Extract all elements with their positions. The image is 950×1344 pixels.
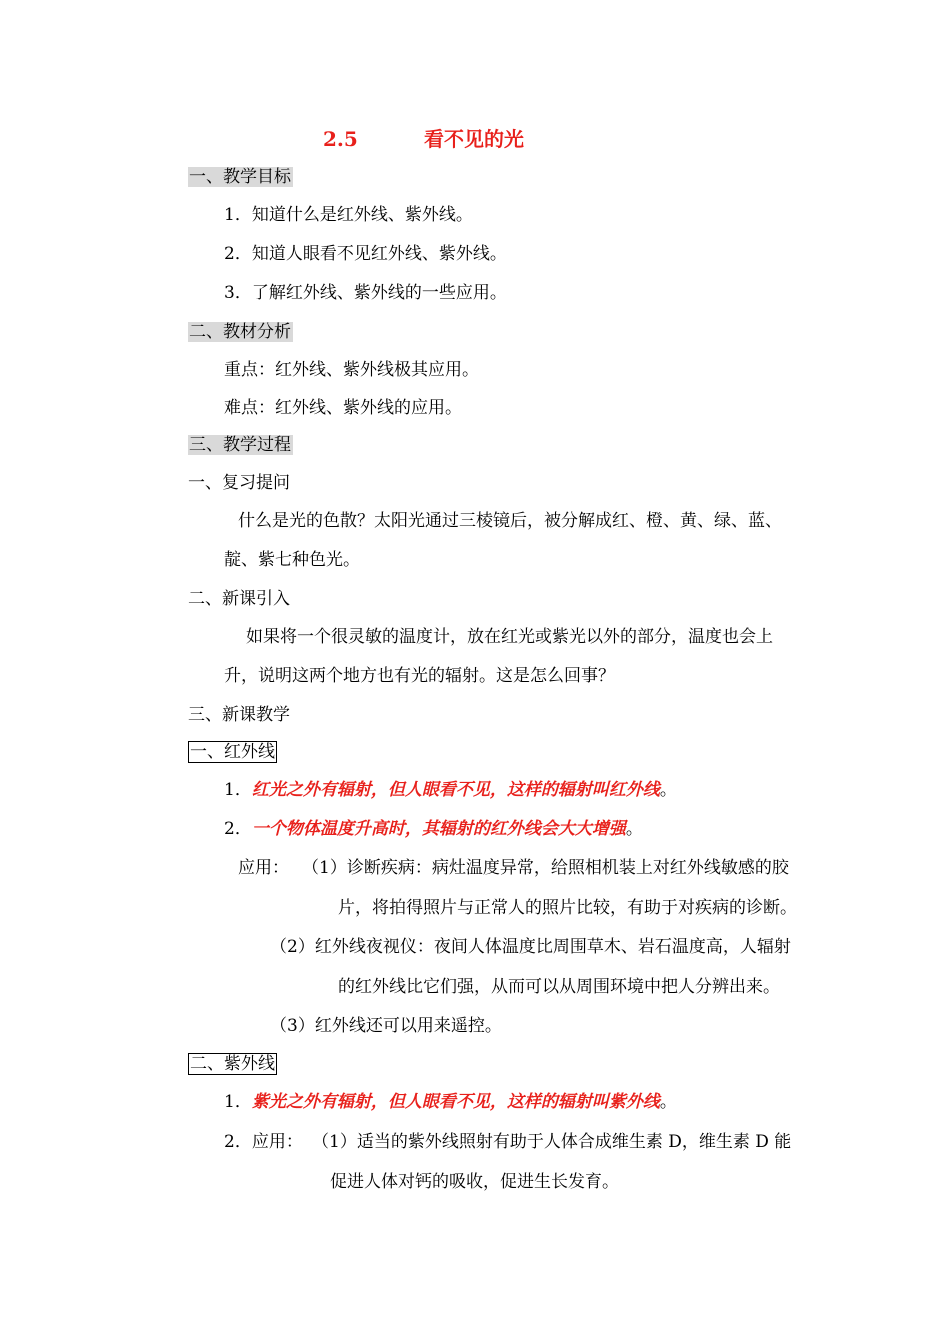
ultraviolet-item-2-line-1: （1）适当的紫外线照射有助于人体合成维生素 D，维生素 D 能 — [312, 1132, 792, 1152]
shaded-heading: 二、教材分析 — [189, 322, 291, 342]
highlight-text: 一个物体温度升高时，其辐射的红外线会大大增强 — [251, 819, 626, 839]
objective-item-3: 3．了解红外线、紫外线的一些应用。 — [224, 283, 507, 303]
application-2-line-2: 的红外线比它们强，从而可以从周围环境中把人分辨出来。 — [338, 977, 780, 997]
infrared-item-2 — [224, 818, 643, 840]
review-text-line-2: 靛、紫七种色光。 — [224, 550, 360, 570]
objective-item-2: 2．知道人眼看不见红外线、紫外线。 — [224, 244, 507, 264]
section-heading-process — [188, 434, 293, 456]
review-heading: 一、复习提问 — [188, 473, 290, 493]
application-label: 应用： — [238, 858, 289, 878]
intro-text-line-2: 升，说明这两个地方也有光的辐射。这是怎么回事？ — [224, 666, 615, 686]
page-title: 看不见的光 — [424, 127, 524, 151]
shaded-heading: 三、教学过程 — [189, 435, 291, 455]
section-heading-analysis — [188, 321, 293, 343]
item-number: 1． — [224, 780, 252, 800]
title-number: 2.5 — [323, 127, 358, 151]
application-2-line-1: （2）红外线夜视仪：夜间人体温度比周围草木、岩石温度高，人辐射 — [270, 937, 791, 957]
boxed-heading: 二、紫外线 — [190, 1054, 275, 1074]
difficult-point: 难点：红外线、紫外线的应用。 — [224, 398, 462, 418]
ultraviolet-heading — [188, 1053, 277, 1075]
section-heading-objectives — [188, 166, 293, 188]
intro-text-line-1: 如果将一个很灵敏的温度计，放在红光或紫光以外的部分，温度也会上 — [246, 627, 773, 647]
ultraviolet-item-1 — [224, 1091, 677, 1113]
item-end: 。 — [659, 780, 677, 800]
infrared-heading — [188, 741, 277, 763]
item-end: 。 — [625, 819, 643, 839]
item-number: 1． — [224, 1092, 252, 1112]
intro-heading: 二、新课引入 — [188, 589, 290, 609]
review-text-line-1: 什么是光的色散？太阳光通过三棱镜后，被分解成红、橙、黄、绿、蓝、 — [238, 511, 782, 531]
boxed-heading: 一、红外线 — [190, 742, 275, 762]
infrared-item-1 — [224, 779, 677, 801]
application-1-line-1: （1）诊断疾病：病灶温度异常，给照相机装上对红外线敏感的胶 — [302, 858, 789, 878]
item-number: 2． — [224, 819, 252, 839]
teaching-heading: 三、新课教学 — [188, 705, 290, 725]
application-1-line-2: 片，将拍得照片与正常人的照片比较，有助于对疾病的诊断。 — [338, 898, 797, 918]
highlight-text: 紫光之外有辐射，但人眼看不见，这样的辐射叫紫外线 — [251, 1092, 660, 1112]
application-3: （3）红外线还可以用来遥控。 — [270, 1016, 502, 1036]
ultraviolet-item-2-label: 2．应用： — [224, 1132, 303, 1152]
item-end: 。 — [659, 1092, 677, 1112]
objective-item-1: 1．知道什么是红外线、紫外线。 — [224, 205, 473, 225]
key-point: 重点：红外线、紫外线极其应用。 — [224, 360, 479, 380]
shaded-heading: 一、教学目标 — [189, 167, 291, 187]
highlight-text: 红光之外有辐射，但人眼看不见，这样的辐射叫红外线 — [251, 780, 660, 800]
ultraviolet-item-2-line-2: 促进人体对钙的吸收，促进生长发育。 — [330, 1172, 619, 1192]
